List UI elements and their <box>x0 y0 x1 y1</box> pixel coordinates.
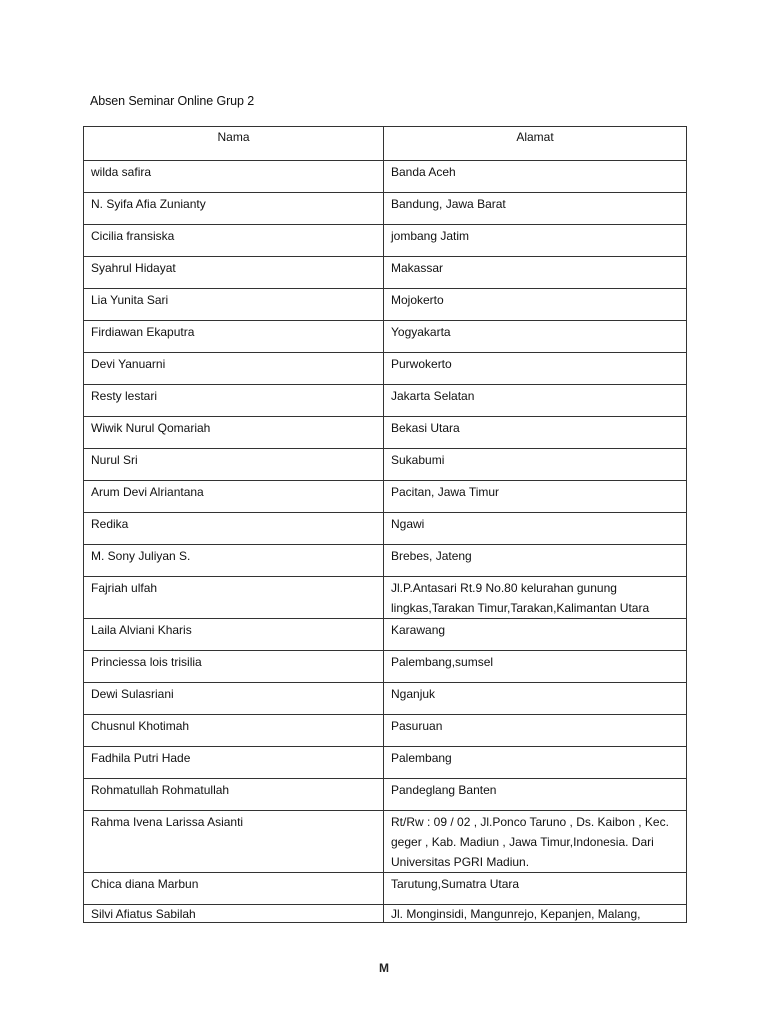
alamat-text: Tarutung,Sumatra Utara <box>391 877 520 891</box>
cell-alamat <box>384 545 687 577</box>
nama-text: Rohmatullah Rohmatullah <box>91 783 230 797</box>
alamat-text: Purwokerto <box>391 357 452 371</box>
table-row <box>84 715 687 747</box>
table-row <box>84 619 687 651</box>
alamat-text: Bandung, Jawa Barat <box>391 197 506 211</box>
cell-nama <box>84 193 384 225</box>
alamat-text: Sukabumi <box>391 453 445 467</box>
alamat-text: Nganjuk <box>391 687 436 701</box>
table-row <box>84 193 687 225</box>
column-header-alamat: Alamat <box>384 127 687 161</box>
cell-nama <box>84 321 384 353</box>
cell-alamat <box>384 481 687 513</box>
table-row <box>84 651 687 683</box>
cell-alamat <box>384 873 687 905</box>
cell-alamat <box>384 811 687 873</box>
table-row <box>84 873 687 905</box>
cell-nama <box>84 747 384 779</box>
cell-nama <box>84 289 384 321</box>
alamat-text: Ngawi <box>391 517 425 531</box>
table-row <box>84 905 687 923</box>
cell-alamat <box>384 385 687 417</box>
cell-nama <box>84 417 384 449</box>
cell-alamat <box>384 193 687 225</box>
nama-text: Arum Devi Alriantana <box>91 485 204 499</box>
nama-text: wilda safira <box>91 165 152 179</box>
cell-nama <box>84 779 384 811</box>
alamat-text: Yogyakarta <box>391 325 451 339</box>
table-row <box>84 577 687 619</box>
cell-nama <box>84 811 384 873</box>
cell-nama <box>84 257 384 289</box>
cell-alamat <box>384 683 687 715</box>
alamat-text: Brebes, Jateng <box>391 549 472 563</box>
cell-alamat <box>384 321 687 353</box>
alamat-text: Jl.P.Antasari Rt.9 No.80 kelurahan gunung lingkas,Tarakan Timur,Tarakan,Kalimantan Utara <box>391 581 650 615</box>
alamat-text: Karawang <box>391 623 446 637</box>
nama-text: Devi Yanuarni <box>91 357 166 371</box>
table-row <box>84 161 687 193</box>
table-row <box>84 289 687 321</box>
cell-nama <box>84 905 384 923</box>
table-row <box>84 811 687 873</box>
cell-nama <box>84 161 384 193</box>
table-row <box>84 417 687 449</box>
alamat-text: Palembang,sumsel <box>391 655 494 669</box>
cell-nama <box>84 449 384 481</box>
cell-alamat <box>384 747 687 779</box>
attendance-table <box>83 126 687 923</box>
cell-nama <box>84 577 384 619</box>
nama-text: Dewi Sulasriani <box>91 687 174 701</box>
cell-nama <box>84 225 384 257</box>
alamat-text: Jl. Monginsidi, Mangunrejo, Kepanjen, Malang, <box>391 907 641 921</box>
cell-nama <box>84 513 384 545</box>
table-row <box>84 353 687 385</box>
cell-alamat <box>384 715 687 747</box>
alamat-text: Makassar <box>391 261 444 275</box>
alamat-text: Pasuruan <box>391 719 443 733</box>
nama-text: Princiessa lois trisilia <box>91 655 202 669</box>
nama-text: Fadhila Putri Hade <box>91 751 191 765</box>
table-row <box>84 321 687 353</box>
cell-nama <box>84 545 384 577</box>
cell-alamat <box>384 257 687 289</box>
cell-alamat <box>384 577 687 619</box>
column-header-nama: Nama <box>84 127 384 161</box>
alamat-text: Mojokerto <box>391 293 444 307</box>
nama-text: Chica diana Marbun <box>91 877 199 891</box>
table-row <box>84 513 687 545</box>
nama-text: Redika <box>91 517 129 531</box>
cell-alamat <box>384 417 687 449</box>
nama-text: Resty lestari <box>91 389 158 403</box>
nama-text: Silvi Afiatus Sabilah <box>91 907 196 921</box>
cell-alamat <box>384 905 687 923</box>
nama-text: Fajriah ulfah <box>91 581 158 595</box>
table-row <box>84 225 687 257</box>
cell-alamat <box>384 161 687 193</box>
table-row <box>84 747 687 779</box>
nama-text: Chusnul Khotimah <box>91 719 190 733</box>
footer-mark: M <box>379 961 389 975</box>
nama-text: Firdiawan Ekaputra <box>91 325 195 339</box>
nama-text: Rahma Ivena Larissa Asianti <box>91 815 244 829</box>
cell-alamat <box>384 651 687 683</box>
cell-nama <box>84 651 384 683</box>
nama-text: N. Syifa Afia Zunianty <box>91 197 206 211</box>
nama-text: Laila Alviani Kharis <box>91 623 192 637</box>
table-row <box>84 257 687 289</box>
cell-nama <box>84 683 384 715</box>
cell-nama <box>84 481 384 513</box>
cell-nama <box>84 715 384 747</box>
table-body <box>84 161 687 923</box>
alamat-text: Jakarta Selatan <box>391 389 475 403</box>
alamat-text: Palembang <box>391 751 452 765</box>
alamat-text: Rt/Rw : 09 / 02 , Jl.Ponco Taruno , Ds. Kaibon , Kec. geger , Kab. Madiun , Jawa Timur,Indonesia. Dari Universitas PGRI Madiun. <box>391 815 669 869</box>
alamat-text: Pandeglang Banten <box>391 783 497 797</box>
alamat-text: jombang Jatim <box>391 229 470 243</box>
cell-alamat <box>384 449 687 481</box>
cell-alamat <box>384 513 687 545</box>
table-row <box>84 545 687 577</box>
table-row <box>84 683 687 715</box>
nama-text: Syahrul Hidayat <box>91 261 176 275</box>
page-title: Absen Seminar Online Grup 2 <box>90 94 255 108</box>
table-row <box>84 779 687 811</box>
alamat-text: Pacitan, Jawa Timur <box>391 485 500 499</box>
nama-text: Cicilia fransiska <box>91 229 175 243</box>
cell-alamat <box>384 289 687 321</box>
cell-alamat <box>384 779 687 811</box>
table-row <box>84 449 687 481</box>
cell-alamat <box>384 353 687 385</box>
cell-nama <box>84 385 384 417</box>
cell-nama <box>84 873 384 905</box>
cell-nama <box>84 619 384 651</box>
nama-text: Nurul Sri <box>91 453 138 467</box>
cell-alamat <box>384 619 687 651</box>
cell-alamat <box>384 225 687 257</box>
nama-text: Wiwik Nurul Qomariah <box>91 421 211 435</box>
alamat-text: Banda Aceh <box>391 165 456 179</box>
alamat-text: Bekasi Utara <box>391 421 460 435</box>
table-header-row <box>84 127 687 161</box>
table-row <box>84 385 687 417</box>
cell-nama <box>84 353 384 385</box>
nama-text: Lia Yunita Sari <box>91 293 169 307</box>
nama-text: M. Sony Juliyan S. <box>91 549 191 563</box>
table-row <box>84 481 687 513</box>
